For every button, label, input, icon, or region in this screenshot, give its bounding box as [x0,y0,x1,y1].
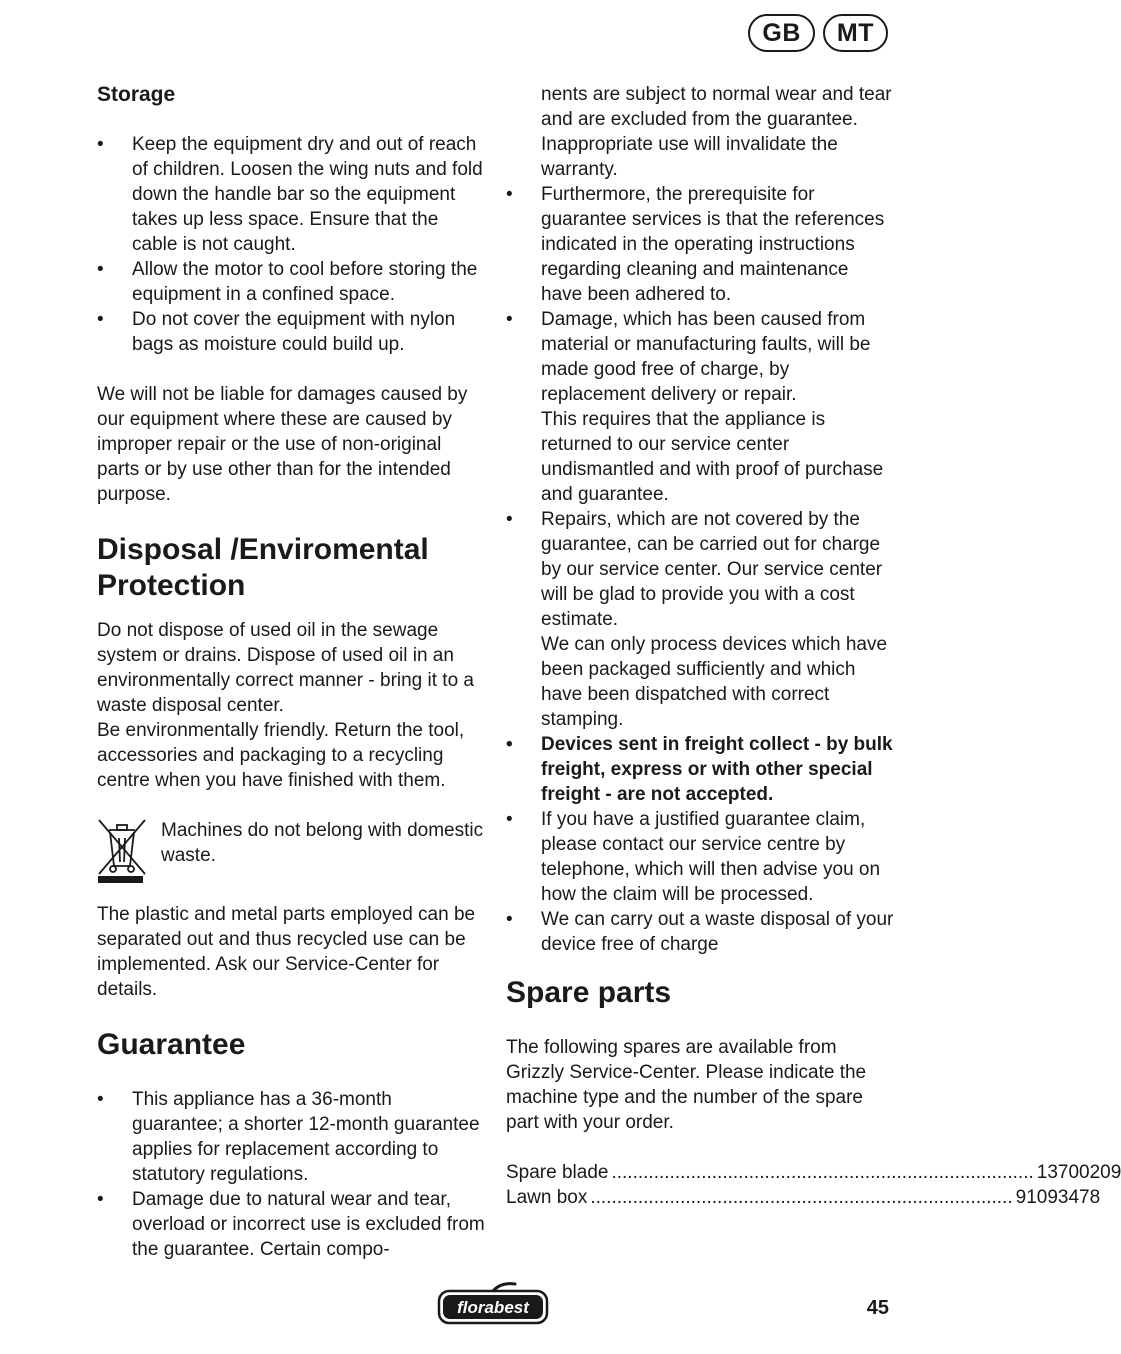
lang-badge-mt: MT [823,14,888,52]
guarantee-bullet-continuation: nents are subject to normal wear and tear and are excluded from the guarantee. Inappropriate use will invalidate the warranty. [541,84,892,180]
guarantee-bullet [506,307,894,507]
disposal-paragraph-recycle: Be environmentally friendly. Return the tool, accessories and packaging to a recycling centre when you have finished with them. [97,720,465,791]
spare-part-number: 13700209 [1036,1162,1121,1183]
disposal-paragraph-oil: Do not dispose of used oil in the sewage system or drains. Dispose of used oil in an environmentally correct manner - bring it to a waste disposal center. [97,620,474,716]
guarantee-bullet: • Damage due to natural wear and tear, overload or incorrect use is excluded from the guarantee. Certain compo- [97,1187,485,1262]
leader-dots: ................................................................................ [590,1187,1013,1208]
spare-parts-heading: Spare parts [506,976,672,1009]
left-column [97,82,485,1262]
spare-part-name: Spare blade [506,1162,609,1183]
storage-bullet: • Allow the motor to cool before storing the equipment in a confined space. [97,257,485,307]
spare-part-number: 91093478 [1015,1187,1101,1208]
guarantee-bullet-bold: • Devices sent in freight collect - by bulk freight, express or with other special freight - are not accepted. [506,732,894,807]
guarantee-bullet-extra: This requires that the appliance is returned to our service center undismantled and with proof of purchase and guarantee. [541,409,884,505]
guarantee-bullet: • If you have a justified guarantee claim, please contact our service centre by telephone, which will then advise you on how the claim will be processed. [506,807,894,907]
disposal-paragraph-parts: The plastic and metal parts employed can be separated out and thus recycled use can be implemented. Ask our Service-Center for details. [97,904,476,1000]
guarantee-list-right [506,182,894,957]
florabest-logo [437,1281,549,1332]
crossed-wheelie-bin-icon [97,818,147,884]
disposal-heading: Disposal /Enviromental Protection [97,533,429,602]
storage-list [97,132,485,357]
page-number: 45 [866,1297,889,1319]
guarantee-bullet [506,507,894,732]
guarantee-bullet-extra: We can only process devices which have been packaged sufficiently and which have been dispatched with correct stamping. [541,634,888,730]
storage-heading: Storage [97,83,176,106]
guarantee-bullet: • Furthermore, the prerequisite for guarantee services is that the references indicated in the operating instructions regarding cleaning and maintenance have been adhered to. [506,182,894,307]
brand-text: florabest [457,1298,529,1317]
storage-bullet: • Keep the equipment dry and out of reach of children. Loosen the wing nuts and fold down the handle bar so the equipment takes up less space. Ensure that the cable is not caught. [97,132,485,257]
guarantee-bullet-text: Damage, which has been caused from material or manufacturing faults, will be made good free of charge, by replacement delivery or repair. [541,309,871,405]
right-column [506,82,1121,1210]
spare-part-row [506,1185,1101,1210]
weee-notice [97,818,485,884]
guarantee-list-left [97,1087,485,1262]
spare-parts-intro: The following spares are available from Grizzly Service-Center. Please indicate the machine type and the number of the spare part with your order. [506,1037,867,1133]
spare-part-row [506,1160,1121,1185]
guarantee-bullet: • We can carry out a waste disposal of your device free of charge [506,907,894,957]
spare-part-name: Lawn box [506,1187,588,1208]
guarantee-bullet: • This appliance has a 36-month guarantee; a shorter 12-month guarantee applies for replacement according to statutory regulations. [97,1087,485,1187]
storage-bullet: • Do not cover the equipment with nylon bags as moisture could build up. [97,307,485,357]
guarantee-bullet-text: Repairs, which are not covered by the guarantee, can be carried out for charge by our service center. Our service center will be glad to provide you with a cost estimate. [541,509,883,630]
weee-text: Machines do not belong with domestic waste. [161,820,484,866]
leader-dots: ................................................................................ [611,1162,1034,1183]
guarantee-heading: Guarantee [97,1028,246,1061]
language-badges [748,14,888,52]
liability-paragraph: We will not be liable for damages caused by our equipment where these are caused by improper repair or the use of non-original parts or by use other than for the intended purpose. [97,384,468,505]
lang-badge-gb: GB [748,14,815,52]
